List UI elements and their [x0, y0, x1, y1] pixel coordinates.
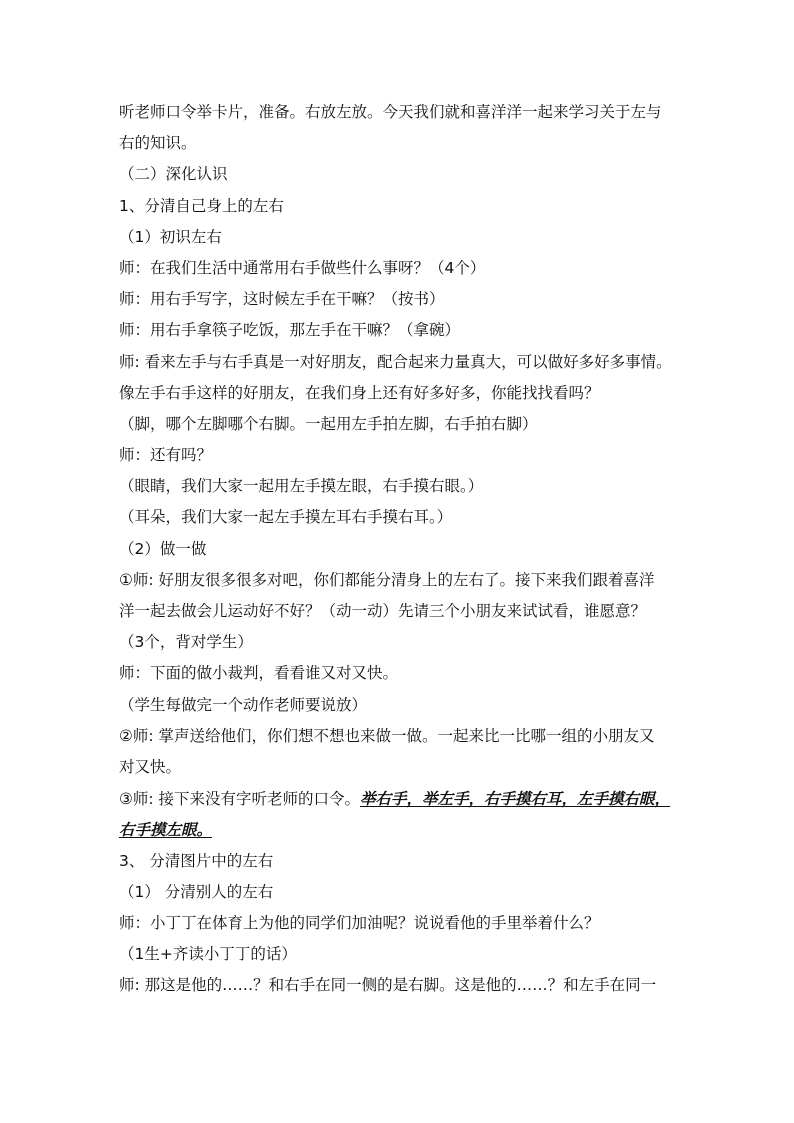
text-line: 师：小丁丁在体育上为他的同学们加油呢？说说看他的手里举着什么？	[119, 913, 600, 932]
text-line: 听老师口令举卡片，准备。右放左放。今天我们就和喜洋洋一起来学习关于左与	[119, 103, 662, 121]
text-line: 师：在我们生活中通常用右手做些什么事呀？（4个）	[119, 258, 486, 277]
text-line: 师：还有吗？	[119, 446, 213, 465]
text-line: （脚，哪个左脚哪个右脚。一起用左手拍左脚，右手拍右脚）	[119, 414, 538, 433]
text-segment: ③师: 接下来没有字听老师的口令。	[119, 790, 361, 809]
text-line: （耳朵，我们大家一起左手摸左耳右手摸右耳。）	[119, 508, 453, 527]
document-body	[119, 97, 679, 1001]
text-line: 对又快。	[119, 757, 182, 776]
section-heading: （二）深化认识	[119, 165, 228, 184]
emphasized-command: 右手摸左眼。	[119, 820, 213, 840]
text-line: （1生+齐读小丁丁的话）	[119, 945, 297, 964]
text-line: （学生每做完一个动作老师要说放）	[119, 695, 368, 714]
subsection-heading: （2）做一做	[119, 539, 207, 558]
text-line: 师：用右手拿筷子吃饭，那左手在干嘛？（拿碗）	[119, 321, 461, 340]
text-line: 洋一起去做会儿运动好不好？（动一动）先请三个小朋友来试试看，谁愿意？	[119, 602, 647, 620]
text-line: 像左手右手这样的好朋友，在我们身上还有好多好多，你能找找看吗？	[119, 383, 600, 402]
text-line: 师：用右手写字，这时候左手在干嘛？（按书）	[119, 290, 445, 309]
subsection-heading: （1） 分清别人的左右	[119, 882, 274, 901]
text-line: （3个，背对学生）	[119, 633, 253, 652]
text-line-with-emphasis	[119, 814, 679, 845]
text-line: 右的知识。	[119, 134, 197, 153]
text-line: 师: 看来左手与右手真是一对好朋友，配合起来力量真大，可以做好多好多事情。	[119, 352, 672, 371]
text-line-with-emphasis	[119, 783, 679, 814]
text-line: ①师: 好朋友很多很多对吧，你们都能分清身上的左右了。接下来我们跟着喜洋	[119, 570, 655, 589]
subsection-heading: 1、分清自己身上的左右	[119, 196, 284, 215]
emphasized-command: 举右手，举左手，右手摸右耳，左手摸右眼，	[360, 789, 671, 809]
text-line: （眼睛，我们大家一起用左手摸左眼，右手摸右眼。）	[119, 477, 484, 496]
subsection-heading: 3、 分清图片中的左右	[119, 851, 274, 870]
subsection-heading: （1）初识左右	[119, 227, 222, 246]
text-line: ②师: 掌声送给他们，你们想不想也来做一做。一起来比一比哪一组的小朋友又	[119, 726, 655, 745]
text-line: 师：下面的做小裁判，看看谁又对又快。	[119, 664, 399, 683]
text-line: 师: 那这是他的……？和右手在同一侧的是右脚。这是他的……？和左手在同一	[119, 976, 657, 995]
